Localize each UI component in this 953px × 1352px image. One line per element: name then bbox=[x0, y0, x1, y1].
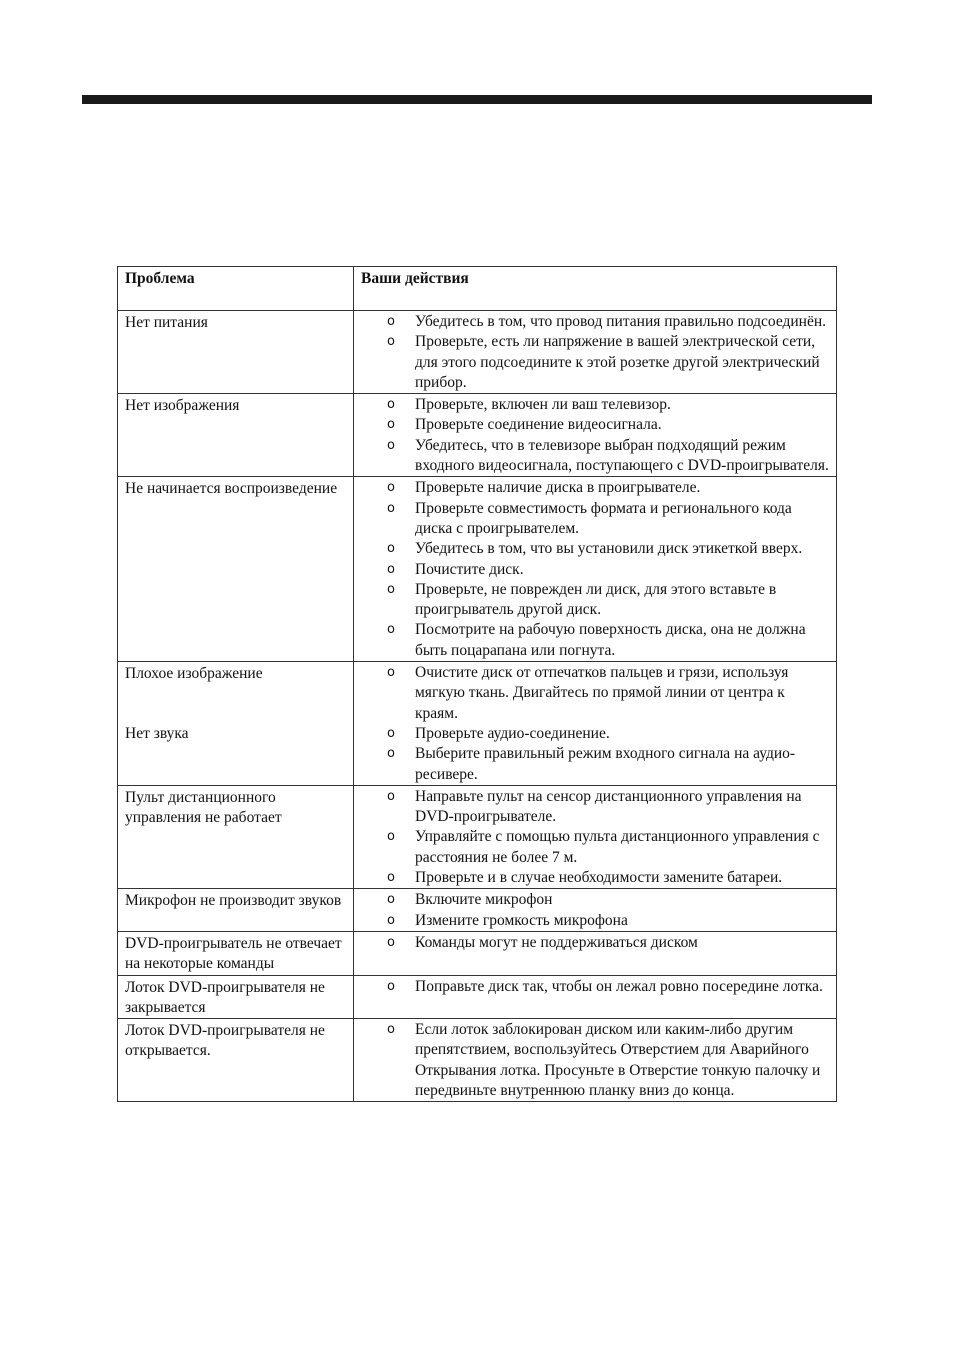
bullet-icon: o bbox=[387, 934, 395, 950]
action-text: Поправьте диск так, чтобы он лежал ровно посередине лотка. bbox=[415, 977, 823, 995]
actions-list bbox=[354, 311, 836, 393]
bullet-icon: o bbox=[387, 788, 395, 804]
action-text: Если лоток заблокирован диском или каким-либо другим препятствием, воспользуйтесь Отверстием для Аварийного Открывания лотка. Просуньте в Отверстие тонкую палочку и передвиньте внутреннюю планку вниз до конца. bbox=[415, 1021, 821, 1099]
actions-list bbox=[354, 889, 836, 931]
list-item bbox=[354, 499, 830, 540]
action-text: Проверьте и в случае необходимости замените батареи. bbox=[415, 869, 783, 887]
problem-cell bbox=[118, 662, 354, 786]
action-text: Проверьте, есть ли напряжение в вашей электрической сети, для этого подсоедините к этой розетке другой электрический прибор. bbox=[415, 333, 820, 391]
action-text: Проверьте, не поврежден ли диск, для этого вставьте в проигрыватель другой диск. bbox=[415, 580, 777, 619]
list-item bbox=[354, 478, 830, 498]
problem-cell bbox=[118, 311, 354, 394]
problem-cell bbox=[118, 889, 354, 932]
table-row bbox=[118, 477, 837, 662]
top-rule bbox=[82, 95, 872, 104]
problem-cell bbox=[118, 931, 354, 975]
bullet-icon: o bbox=[387, 314, 395, 329]
actions-cell bbox=[354, 394, 837, 477]
action-text: Проверьте наличие диска в проигрывателе. bbox=[415, 479, 701, 497]
list-item bbox=[354, 787, 830, 828]
list-item bbox=[354, 1020, 830, 1101]
bullet-icon: o bbox=[387, 500, 395, 516]
action-text: Направьте пульт на сенсор дистанционного управления на DVD-проигрывателе. bbox=[415, 787, 802, 826]
bullet-icon: o bbox=[387, 561, 395, 577]
list-item bbox=[354, 724, 830, 744]
bullet-icon: o bbox=[387, 1022, 395, 1038]
list-item bbox=[354, 933, 830, 953]
actions-list bbox=[354, 662, 836, 785]
bullet-icon: o bbox=[387, 417, 395, 433]
list-item bbox=[354, 868, 830, 888]
actions-list bbox=[354, 976, 836, 997]
list-item bbox=[354, 332, 830, 393]
bullet-icon: o bbox=[387, 397, 395, 413]
problem-text: Нет звука bbox=[125, 725, 189, 743]
list-item bbox=[354, 580, 830, 621]
table-row bbox=[118, 975, 837, 1019]
problem-text: Нет изображения bbox=[125, 397, 240, 415]
list-item bbox=[354, 560, 830, 580]
bullet-icon: o bbox=[387, 746, 395, 762]
bullet-icon: o bbox=[387, 829, 395, 845]
action-text: Команды могут не поддерживаться диском bbox=[415, 933, 698, 951]
problem-cell bbox=[118, 1019, 354, 1102]
bullet-icon: o bbox=[387, 622, 395, 638]
actions-list bbox=[354, 394, 836, 476]
bullet-icon: o bbox=[387, 978, 395, 994]
bullet-icon: o bbox=[387, 437, 395, 453]
list-item bbox=[354, 312, 830, 332]
action-text: Убедитесь в том, что вы установили диск этикеткой вверх. bbox=[415, 540, 803, 558]
actions-list bbox=[354, 477, 836, 661]
problem-text: Микрофон не производит звуков bbox=[125, 892, 342, 910]
table-row bbox=[118, 662, 837, 786]
action-text: Почистите диск. bbox=[415, 560, 524, 578]
table-row bbox=[118, 931, 837, 975]
actions-cell bbox=[354, 1019, 837, 1102]
bullet-icon: o bbox=[387, 665, 395, 681]
troubleshooting-table bbox=[117, 266, 837, 1102]
bullet-icon: o bbox=[387, 725, 395, 741]
actions-list bbox=[354, 932, 836, 953]
action-text: Проверьте совместимость формата и регионального кода диска с проигрывателем. bbox=[415, 499, 792, 537]
bullet-icon: o bbox=[387, 870, 395, 886]
problem-text: Не начинается воспроизведение bbox=[125, 480, 338, 498]
action-text: Измените громкость микрофона bbox=[415, 911, 628, 929]
bullet-icon: o bbox=[387, 334, 395, 350]
list-item bbox=[354, 436, 830, 477]
problem-text: DVD-проигрыватель не отвечает на некоторые команды bbox=[125, 934, 342, 973]
bullet-icon: o bbox=[387, 892, 395, 908]
list-item bbox=[354, 539, 830, 559]
table-row bbox=[118, 394, 837, 477]
list-item bbox=[354, 977, 830, 997]
list-item bbox=[354, 890, 830, 910]
bullet-icon: o bbox=[387, 912, 395, 928]
actions-cell bbox=[354, 662, 837, 786]
table-row bbox=[118, 1019, 837, 1102]
action-text: Проверьте, включен ли ваш телевизор. bbox=[415, 396, 671, 414]
actions-list bbox=[354, 1019, 836, 1101]
actions-cell bbox=[354, 975, 837, 1019]
action-text: Выберите правильный режим входного сигнала на аудио-ресивере. bbox=[415, 745, 796, 783]
bullet-icon: o bbox=[387, 541, 395, 557]
actions-cell bbox=[354, 785, 837, 888]
list-item bbox=[354, 415, 830, 435]
problem-cell bbox=[118, 975, 354, 1019]
list-item bbox=[354, 663, 830, 724]
list-item bbox=[354, 395, 830, 415]
action-text: Посмотрите на рабочую поверхность диска, она не должна быть поцарапана или погнута. bbox=[415, 621, 806, 659]
action-text: Управляйте с помощью пульта дистанционного управления с расстояния не более 7 м. bbox=[415, 828, 820, 866]
action-text: Убедитесь в том, что провод питания правильно подсоединён. bbox=[415, 313, 827, 330]
list-item bbox=[354, 911, 830, 931]
problem-text: Нет питания bbox=[125, 314, 208, 331]
table-row bbox=[118, 311, 837, 394]
actions-list bbox=[354, 786, 836, 888]
table-row bbox=[118, 889, 837, 932]
actions-cell bbox=[354, 931, 837, 975]
table-header-row bbox=[118, 267, 837, 311]
action-text: Проверьте соединение видеосигнала. bbox=[415, 416, 662, 434]
list-item bbox=[354, 827, 830, 868]
problem-cell bbox=[118, 394, 354, 477]
header-problem: Проблема bbox=[118, 267, 354, 311]
action-text: Очистите диск от отпечатков пальцев и грязи, используя мягкую ткань. Двигайтесь по прямой линии от центра к краям. bbox=[415, 664, 789, 722]
list-item bbox=[354, 620, 830, 661]
problem-text: Лоток DVD-проигрывателя не открывается. bbox=[125, 1022, 325, 1060]
problem-text: Пульт дистанционного управления не работает bbox=[125, 788, 282, 827]
problem-text: Плохое изображение bbox=[125, 665, 263, 683]
problem-cell bbox=[118, 785, 354, 888]
table-row bbox=[118, 785, 837, 888]
header-actions: Ваши действия bbox=[354, 267, 837, 311]
list-item bbox=[354, 744, 830, 785]
actions-cell bbox=[354, 477, 837, 662]
action-text: Проверьте аудио-соединение. bbox=[415, 724, 610, 742]
action-text: Убедитесь, что в телевизоре выбран подходящий режим входного видеосигнала, поступающего с DVD-проигрывателя. bbox=[415, 436, 829, 475]
actions-cell bbox=[354, 311, 837, 394]
bullet-icon: o bbox=[387, 480, 395, 496]
bullet-icon: o bbox=[387, 581, 395, 597]
problem-cell bbox=[118, 477, 354, 662]
problem-text: Лоток DVD-проигрывателя не закрывается bbox=[125, 978, 325, 1016]
actions-cell bbox=[354, 889, 837, 932]
action-text: Включите микрофон bbox=[415, 891, 553, 909]
